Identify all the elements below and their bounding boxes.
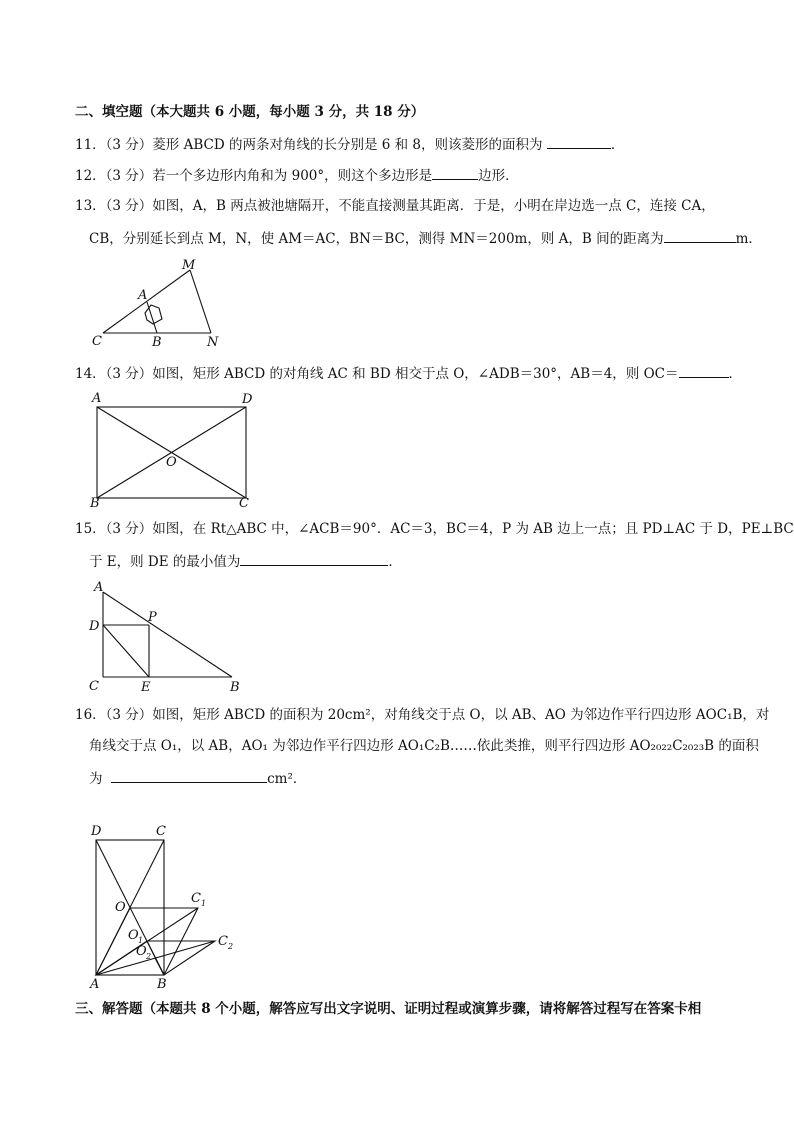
answer-blank-14[interactable] bbox=[679, 363, 729, 378]
figure-16-parallelograms bbox=[85, 820, 245, 990]
question-12-text: 12．（3 分）若一个多边形内角和为 900°，则这个多边形是 bbox=[75, 168, 433, 184]
label-A: A bbox=[94, 580, 104, 595]
question-16-line-3 bbox=[89, 768, 306, 788]
label-C: C bbox=[156, 824, 166, 839]
segment-O2B bbox=[155, 958, 164, 975]
answer-blank-16[interactable] bbox=[111, 768, 267, 783]
segment-DE bbox=[103, 625, 149, 677]
question-16-end: cm²． bbox=[267, 771, 307, 787]
answer-blank-11[interactable] bbox=[547, 134, 611, 149]
segment-MN bbox=[190, 270, 211, 333]
question-16-line-1: 16．（3 分）如图，矩形 ABCD 的面积为 20cm²，对角线交于点 O，以 AB、AO 为邻边作平行四边形 AOC₁B，对 bbox=[75, 707, 770, 723]
question-11 bbox=[75, 134, 624, 154]
label-O2: O bbox=[136, 944, 147, 959]
label-C: C bbox=[89, 679, 99, 694]
question-12 bbox=[75, 165, 519, 185]
label-D: D bbox=[91, 824, 102, 839]
label-E: E bbox=[141, 680, 151, 695]
question-16-line-2: 角线交于点 O₁，以 AB，AO₁ 为邻边作平行四边形 AO₁C₂B……依此类推，则平行四边形 AO₂₀₂₂C₂₀₂₃B 的面积 bbox=[89, 738, 759, 754]
segment-AB bbox=[103, 592, 232, 677]
answer-blank-15[interactable] bbox=[240, 551, 388, 566]
question-11-end: ． bbox=[610, 137, 625, 153]
label-C1-subscript: 1 bbox=[201, 899, 207, 908]
figure-13-pond bbox=[85, 260, 225, 350]
label-B: B bbox=[230, 680, 240, 695]
question-12-end: 边形． bbox=[478, 168, 519, 184]
label-O2-subscript: 2 bbox=[146, 952, 152, 961]
question-13-text: CB，分别延长到点 M，N，使 AM＝AC，BN＝BC，测得 MN＝200m，则 A，B 间的距离为 bbox=[89, 231, 664, 247]
label-C2: C bbox=[218, 934, 228, 949]
label-C: C bbox=[92, 334, 102, 349]
label-O: O bbox=[115, 900, 126, 915]
label-O1-subscript: 1 bbox=[138, 936, 144, 945]
label-A: A bbox=[138, 288, 148, 303]
section-3-title: 三、解答题（本题共 8 个小题，解答应写出文字说明、证明过程或演算步骤，请将解答过程写在答案卡相 bbox=[75, 1001, 702, 1017]
answer-blank-13[interactable] bbox=[664, 228, 736, 243]
question-13-line-1: 13．（3 分）如图，A，B 两点被池塘隔开，不能直接测量其距离．于是，小明在岸边选一点 C，连接 CA， bbox=[75, 198, 715, 214]
question-15-text: 于 E，则 DE 的最小值为 bbox=[89, 554, 241, 570]
label-M: M bbox=[182, 258, 196, 273]
label-B: B bbox=[157, 977, 167, 992]
question-11-text: 11．（3 分）菱形 ABCD 的两条对角线的长分别是 6 和 8，则该菱形的面积为 bbox=[75, 137, 547, 153]
section-2-title: 二、填空题（本大题共 6 小题，每小题 3 分，共 18 分） bbox=[75, 104, 425, 120]
question-14 bbox=[75, 363, 742, 383]
label-C2-subscript: 2 bbox=[228, 942, 234, 951]
label-P: P bbox=[148, 610, 157, 625]
label-C: C bbox=[239, 496, 249, 511]
answer-blank-12[interactable] bbox=[432, 165, 478, 180]
question-13-line-2 bbox=[89, 228, 762, 248]
question-13-end: m． bbox=[735, 231, 762, 247]
question-14-text: 14．（3 分）如图，矩形 ABCD 的对角线 AC 和 BD 相交于点 O，∠ADB＝30°，AB＝4，则 OC＝ bbox=[75, 366, 679, 382]
label-B: B bbox=[152, 335, 162, 350]
label-C1: C bbox=[191, 891, 201, 906]
label-D: D bbox=[242, 392, 253, 407]
label-N: N bbox=[207, 335, 219, 350]
question-16-prefix: 为 bbox=[89, 771, 103, 787]
label-A: A bbox=[92, 391, 102, 406]
label-B: B bbox=[90, 496, 100, 511]
question-15-line-1: 15．（3 分）如图，在 Rt△ABC 中，∠ACB＝90°．AC＝3，BC＝4，P 为 AB 边上一点；且 PD⊥AC 于 D，PE⊥BC bbox=[75, 521, 794, 537]
figure-14-rectangle bbox=[85, 390, 265, 515]
question-15-end: ． bbox=[388, 554, 402, 570]
label-D: D bbox=[89, 619, 100, 634]
label-O1: O bbox=[128, 928, 139, 943]
label-A: A bbox=[90, 977, 100, 992]
label-O: O bbox=[166, 455, 177, 470]
figure-15-triangle bbox=[85, 578, 245, 696]
question-15-line-2 bbox=[89, 551, 402, 571]
question-14-end: ． bbox=[728, 366, 742, 382]
